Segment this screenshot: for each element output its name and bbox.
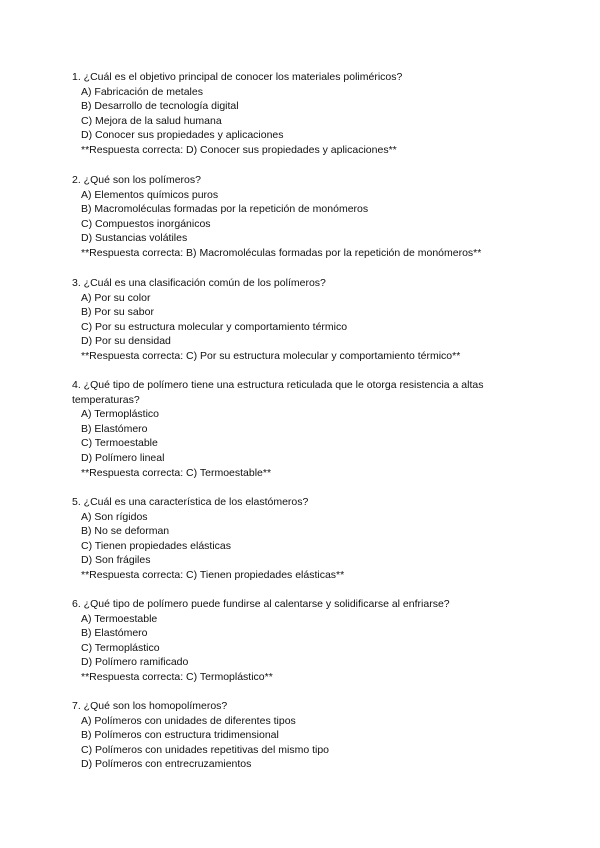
option-c: C) Termoestable (81, 437, 158, 450)
question-1 (72, 70, 540, 158)
question-6 (72, 597, 540, 685)
option-b: B) Desarrollo de tecnología digital (81, 100, 239, 113)
option-b: B) Elastómero (81, 422, 148, 435)
question-stem: 2. ¿Qué son los polímeros? (72, 174, 201, 186)
option-c: C) Por su estructura molecular y comportamiento térmico (81, 320, 348, 333)
option-b: B) Por su sabor (81, 306, 154, 319)
option-a: A) Por su color (81, 291, 151, 304)
option-c: C) Polímeros con unidades repetitivas del mismo tipo (81, 743, 330, 756)
question-7 (72, 699, 540, 772)
option-c: C) Termoplástico (81, 641, 160, 654)
option-b: B) Macromoléculas formadas por la repetición de monómeros (81, 203, 369, 216)
correct-answer: **Respuesta correcta: C) Termoplástico** (81, 670, 273, 683)
option-a: A) Fabricación de metales (81, 85, 203, 98)
correct-answer: **Respuesta correcta: D) Conocer sus propiedades y aplicaciones** (81, 143, 397, 156)
option-c: C) Tienen propiedades elásticas (81, 539, 232, 552)
option-a: A) Elementos químicos puros (81, 188, 219, 201)
question-stem: 3. ¿Cuál es una clasificación común de los polímeros? (72, 277, 326, 289)
option-d: D) Sustancias volátiles (81, 232, 188, 245)
option-b: B) Polímeros con estructura tridimensional (81, 729, 279, 742)
option-d: D) Polímeros con entrecruzamientos (81, 758, 252, 771)
question-5 (72, 495, 540, 583)
option-d: D) Polímero lineal (81, 451, 165, 464)
option-b: B) No se deforman (81, 525, 170, 538)
option-a: A) Termoplástico (81, 408, 160, 421)
correct-answer: **Respuesta correcta: B) Macromoléculas formadas por la repetición de monómeros** (81, 246, 482, 259)
question-3 (72, 276, 540, 364)
correct-answer: **Respuesta correcta: C) Por su estructura molecular y comportamiento térmico** (81, 349, 461, 362)
option-c: C) Compuestos inorgánicos (81, 217, 211, 230)
question-4 (72, 378, 540, 480)
option-a: A) Termoestable (81, 612, 158, 625)
question-stem: 1. ¿Cuál es el objetivo principal de conocer los materiales poliméricos? (72, 71, 403, 83)
option-d: D) Por su densidad (81, 335, 171, 348)
question-stem: 4. ¿Qué tipo de polímero tiene una estructura reticulada que le otorga resistencia a altas temperaturas? (72, 379, 484, 406)
option-d: D) Conocer sus propiedades y aplicaciones (81, 129, 284, 142)
correct-answer: **Respuesta correcta: C) Termoestable** (81, 466, 272, 479)
option-a: A) Polímeros con unidades de diferentes tipos (81, 714, 296, 727)
option-b: B) Elastómero (81, 627, 148, 640)
correct-answer: **Respuesta correcta: C) Tienen propiedades elásticas** (81, 568, 345, 581)
question-2 (72, 173, 540, 261)
option-d: D) Son frágiles (81, 554, 151, 567)
question-stem: 5. ¿Cuál es una característica de los elastómeros? (72, 496, 309, 508)
option-d: D) Polímero ramificado (81, 656, 189, 669)
option-a: A) Son rígidos (81, 510, 148, 523)
question-stem: 6. ¿Qué tipo de polímero puede fundirse al calentarse y solidificarse al enfriarse? (72, 598, 450, 610)
option-c: C) Mejora de la salud humana (81, 114, 222, 127)
question-stem: 7. ¿Qué son los homopolímeros? (72, 700, 228, 712)
